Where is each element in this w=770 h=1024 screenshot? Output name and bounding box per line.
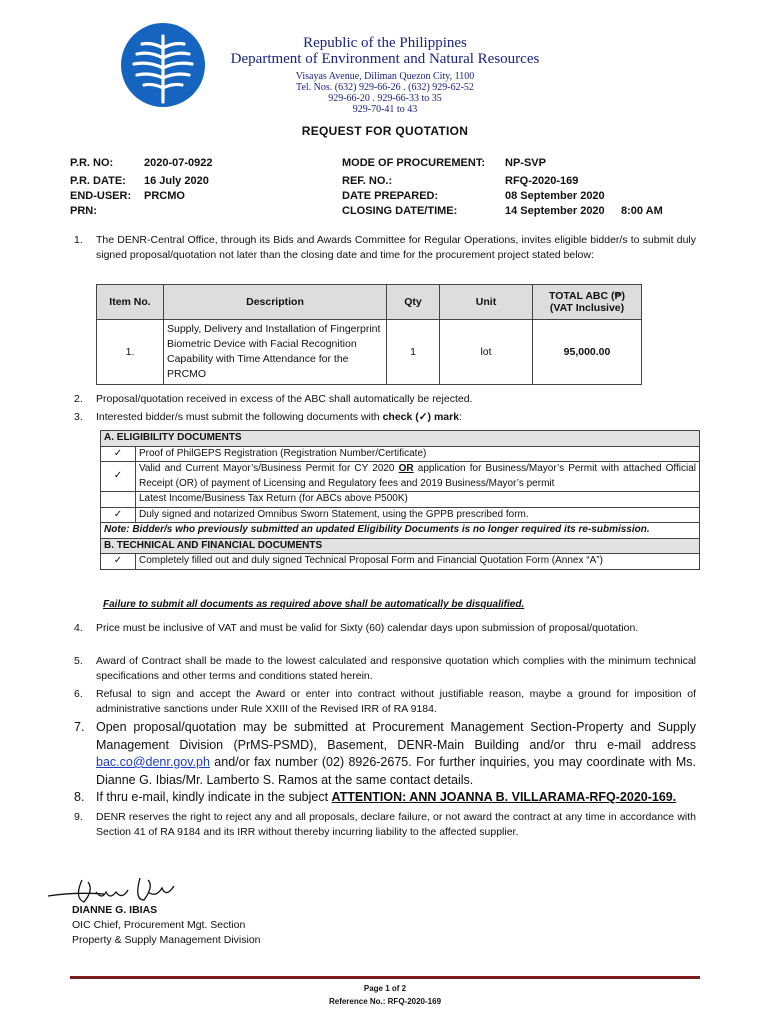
para-1: The DENR-Central Office, through its Bids and Awards Committee for Regular Operations, invites eligible bidder/s to submit duly signed proposal/quotation not later than the closing date and time for the procurement project stated below:: [96, 234, 696, 261]
table-row: [101, 507, 700, 523]
phones-2: 929-66-20 . 929-66-33 to 35: [328, 93, 442, 104]
end-user-label: END-USER:: [70, 190, 132, 202]
ref-value: RFQ-2020-169: [505, 175, 579, 187]
pr-date-value: 16 July 2020: [144, 175, 209, 187]
mode-label: MODE OF PROCUREMENT:: [342, 157, 485, 169]
para-5: Award of Contract shall be made to the lowest calculated and responsive quotation which complies with the minimum technical specifications and other terms and conditions stated herein.: [96, 655, 696, 682]
req-mayors-permit-text: Valid and Current Mayor’s/Business Permit for CY 2020: [139, 463, 395, 474]
footer-rule: [70, 976, 700, 979]
check-mark: ✓: [101, 507, 136, 523]
phones-1: Tel. Nos. (632) 929-66-26 . (632) 929-62-52: [296, 82, 474, 93]
para-7-text-a: Open proposal/quotation may be submitted at Procurement Management Section-Property and Supply Management Division (PrMS-PSMD), Basement, DENR-Main Building and/or thru e-mail address: [96, 720, 696, 752]
email-link[interactable]: bac.co@denr.gov.ph: [96, 755, 210, 769]
document-title: REQUEST FOR QUOTATION: [301, 124, 469, 138]
col-item-no: Item No.: [97, 285, 164, 320]
closing-label: CLOSING DATE/TIME:: [342, 205, 458, 217]
para-6: Refusal to sign and accept the Award or enter into contract without justifiable reason, maybe a ground for imposition of administrative sanctions under Rule XXIII of the Revised IRR of RA 9184.: [96, 688, 696, 715]
phones-3: 929-70-41 to 43: [352, 104, 418, 115]
para-1-number: 1.: [74, 234, 83, 246]
pr-no-value: 2020-07-0922: [144, 157, 213, 169]
check-mark: ✓: [101, 554, 136, 570]
para-9-number: 9.: [74, 811, 83, 823]
cell-item-no: 1.: [97, 320, 164, 385]
table-row: [101, 462, 700, 492]
col-description: Description: [164, 285, 387, 320]
req-or-keyword: OR: [398, 463, 414, 474]
para-3-check-mark: check (✓) mark: [382, 411, 460, 423]
cell-total-abc: 95,000.00: [533, 320, 642, 385]
address: Visayas Avenue, Diliman Quezon City, 1100: [295, 71, 475, 82]
prn-label: PRN:: [70, 205, 97, 217]
para-8-subject: ATTENTION: ANN JOANNA B. VILLARAMA-RFQ-2020-169.: [331, 790, 677, 804]
signatory-position: OIC Chief, Procurement Mgt. Section: [72, 919, 246, 931]
cell-unit: lot: [440, 320, 533, 385]
para-8-text: If thru e-mail, kindly indicate in the subject: [96, 790, 332, 804]
pr-date-label: P.R. DATE:: [70, 175, 126, 187]
cell-qty: 1: [387, 320, 440, 385]
eligibility-note: Note: Bidder/s who previously submitted an updated Eligibility Documents is no longer required its re-submission.: [101, 523, 700, 539]
para-3-colon: :: [459, 411, 462, 423]
table-row: [97, 320, 642, 385]
para-8-number: 8.: [74, 790, 85, 804]
para-2-number: 2.: [74, 393, 83, 405]
para-5-number: 5.: [74, 655, 83, 667]
para-7-fax: and/or fax number (02) 8926-2675: [209, 755, 409, 769]
table-row: [101, 492, 700, 508]
mode-value: NP-SVP: [505, 157, 546, 169]
para-3: [96, 410, 696, 425]
failure-notice: Failure to submit all documents as required above shall be automatically be disqualified.: [103, 599, 525, 610]
para-3-number: 3.: [74, 411, 83, 423]
section-a-heading: A. ELIGIBILITY DOCUMENTS: [101, 431, 700, 447]
rfq-fields: [0, 157, 770, 217]
cell-description: Supply, Delivery and Installation of Fingerprint Biometric Device with Facial Recognition Capability with Time Attendance for the PRCMO: [164, 320, 387, 385]
req-mayors-permit: [136, 462, 700, 492]
closing-time-value: 8:00 AM: [621, 205, 663, 217]
para-7-number: 7.: [74, 720, 85, 734]
page-number: Page 1 of 2: [363, 984, 407, 993]
para-6-number: 6.: [74, 688, 83, 700]
table-row: [101, 446, 700, 462]
agency-line-1: Republic of the Philippines: [303, 35, 467, 51]
col-total-abc-line2: (VAT Inclusive): [549, 302, 625, 314]
pr-no-label: P.R. NO:: [70, 157, 114, 169]
ref-label: REF. NO.:: [342, 175, 393, 187]
signatory-division: Property & Supply Management Division: [72, 934, 261, 946]
check-mark: ✓: [101, 446, 136, 462]
check-empty: [101, 492, 136, 508]
para-9: DENR reserves the right to reject any and all proposals, declare failure, or not award the contract at any time in accordance with Section 41 of RA 9184 and its IRR without thereby incurring liability to the affected supplier.: [96, 811, 696, 838]
para-3-text: Interested bidder/s must submit the following documents with: [96, 411, 383, 423]
col-total-abc-line1: TOTAL ABC (₱): [548, 290, 626, 302]
item-table-header: [97, 285, 642, 320]
end-user-value: PRCMO: [144, 190, 185, 202]
check-mark: ✓: [101, 462, 136, 492]
para-8: [96, 789, 696, 807]
signatory-name: DIANNE G. IBIAS: [72, 904, 158, 916]
table-row: [101, 554, 700, 570]
footer-reference: Reference No.: RFQ-2020-169: [328, 997, 442, 1006]
item-table: [96, 284, 642, 385]
req-philgeps: Proof of PhilGEPS Registration (Registration Number/Certificate): [136, 446, 700, 462]
para-4-number: 4.: [74, 622, 83, 634]
col-total-abc: [533, 285, 642, 320]
section-b-heading: B. TECHNICAL AND FINANCIAL DOCUMENTS: [101, 538, 700, 554]
requirements-table: [100, 430, 700, 570]
agency-line-2: Department of Environment and Natural Resources: [230, 51, 540, 67]
para-7: [96, 719, 696, 789]
para-2: Proposal/quotation received in excess of the ABC shall automatically be rejected.: [96, 393, 473, 405]
col-qty: Qty: [387, 285, 440, 320]
req-mayors-permit-alt: application for Business/Mayor’s Permit with attached Official Receipt (OR) of payment of Licensing and Regulatory fees and 2019 Business/Mayor’s permit: [139, 463, 697, 489]
req-tax-return: Latest Income/Business Tax Return (for ABCs above P500K): [136, 492, 700, 508]
col-unit: Unit: [440, 285, 533, 320]
date-prepared-value: 08 September 2020: [505, 190, 605, 202]
req-omnibus: Duly signed and notarized Omnibus Sworn Statement, using the GPPB prescribed form.: [136, 507, 700, 523]
para-7-text-c: . For further inquiries, you may coordinate with Ms. Dianne G. Ibias/Mr. Lamberto S. Ramos at the same contact details.: [96, 755, 697, 787]
closing-date-value: 14 September 2020: [505, 205, 605, 217]
date-prepared-label: DATE PREPARED:: [342, 190, 439, 202]
para-4: Price must be inclusive of VAT and must be valid for Sixty (60) calendar days upon submission of proposal/quotation.: [96, 622, 639, 634]
req-technical-financial: Completely filled out and duly signed Technical Proposal Form and Financial Quotation Form (Annex “A”): [136, 554, 700, 570]
